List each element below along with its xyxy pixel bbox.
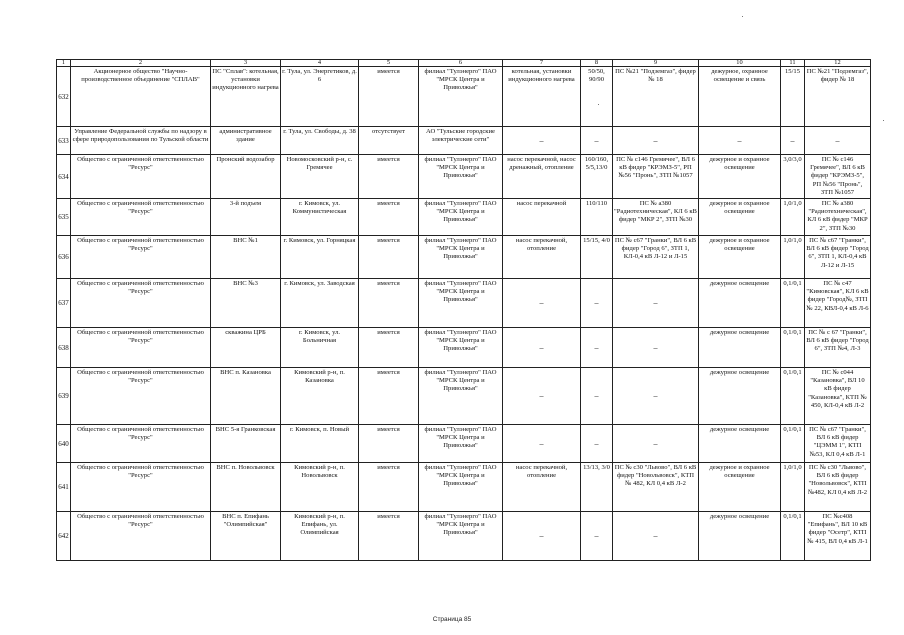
table-cell: дежурное, охранное освещение и связь xyxy=(699,67,781,127)
table-cell: 160/160, 5/5,13/0 xyxy=(581,155,613,199)
table-cell: Акционерное общество "Научно-производственное объединение "СПЛАВ" xyxy=(71,67,211,127)
header-row xyxy=(57,60,871,67)
table-row xyxy=(57,155,871,199)
row-number: 633 xyxy=(57,127,71,155)
table-cell: филиал "Тулэнерго" ПАО "МРСК Центра и Приволжья" xyxy=(419,155,503,199)
column-number: 11 xyxy=(781,60,805,67)
table-cell: г. Кимовск, ул. Заводская xyxy=(281,279,359,328)
table-cell: Общество с ограниченной ответственностью "Ресурс" xyxy=(71,328,211,368)
table-cell: Общество с ограниченной ответственностью "Ресурс" xyxy=(71,155,211,199)
table-cell: – xyxy=(805,127,871,155)
table-cell: ВНС п. Новольвовск xyxy=(211,463,281,512)
table-cell: – xyxy=(581,328,613,368)
table-cell: – xyxy=(613,127,699,155)
table-cell: 15/15 xyxy=(781,67,805,127)
table-cell: филиал "Тулэнерго" ПАО "МРСК Центра и Приволжья" xyxy=(419,512,503,561)
scan-speck xyxy=(742,16,743,17)
column-number: 5 xyxy=(359,60,419,67)
table-cell: Кимовский р-н, п. Епифань, ул. Олимпийская xyxy=(281,512,359,561)
table-cell: дежурное освещение xyxy=(699,328,781,368)
table-cell: 13/13, 3/0 xyxy=(581,463,613,512)
table-cell: дежурное и охранное освещение xyxy=(699,236,781,279)
table-cell: ПС №21 "Подземгаз", фидер № 18 xyxy=(805,67,871,127)
table-cell: ПС № с47 "Кимовская", КЛ 6 кВ фидер "Город№, ЗТП № 22, КВЛ-0,4 кВ Л-6 xyxy=(805,279,871,328)
page-number: Страница 85 xyxy=(432,616,472,623)
table-cell: – xyxy=(503,328,581,368)
table-cell: ВНС п. Епифань "Олимпийская" xyxy=(211,512,281,561)
table-cell: – xyxy=(581,279,613,328)
table-cell: Пронский водозабор xyxy=(211,155,281,199)
table-row xyxy=(57,368,871,425)
table-cell: 0,1/0,1 xyxy=(781,425,805,463)
row-number: 635 xyxy=(57,199,71,236)
table-cell: имеется xyxy=(359,279,419,328)
table-row xyxy=(57,236,871,279)
column-number: 9 xyxy=(613,60,699,67)
table-cell: ПС №21 "Подземгаз", фидер № 18 xyxy=(613,67,699,127)
table-cell: ПС № с044 "Казановка", ВЛ 10 кВ фидер "Казановка", КТП № 450, КЛ-0,4 кВ Л-2 xyxy=(805,368,871,425)
table-cell: ПС № с67 "Гранки", ВЛ 6 кВ фидер "Город 6", ЗТП 1, КЛ-0,4 кВ Л-12 и Л-15 xyxy=(805,236,871,279)
row-number: 634 xyxy=(57,155,71,199)
table-cell: Общество с ограниченной ответственностью "Ресурс" xyxy=(71,199,211,236)
row-number: 639 xyxy=(57,368,71,425)
table-cell: – xyxy=(581,512,613,561)
table-cell: дежурное и охранное освещение xyxy=(699,155,781,199)
table-cell: Новомосковский р-н, с. Гремячее xyxy=(281,155,359,199)
table-cell: – xyxy=(503,368,581,425)
table-cell: ПС № с146 Гремячее", ВЛ 6 кВ фидер "КРЭМЗ-5", РП №56 "Пронь", ЗТП №1057 xyxy=(613,155,699,199)
table-cell: насос перекачной, отопление xyxy=(503,463,581,512)
table-cell: имеется xyxy=(359,425,419,463)
table-cell: Кимовский р-н, п. Казановка xyxy=(281,368,359,425)
row-number: 642 xyxy=(57,512,71,561)
table-cell: Кимовский р-н, п. Новольвовск xyxy=(281,463,359,512)
table-cell: 1,0/1,0 xyxy=(781,236,805,279)
table-cell: г. Кимовск, ул. Горняцкая xyxy=(281,236,359,279)
column-number: 3 xyxy=(211,60,281,67)
row-number: 637 xyxy=(57,279,71,328)
table-cell: насос перекачной, насос дренажный, отопление xyxy=(503,155,581,199)
column-number: 7 xyxy=(503,60,581,67)
table-cell: Общество с ограниченной ответственностью "Ресурс" xyxy=(71,279,211,328)
table-cell: насос перекачной xyxy=(503,199,581,236)
column-number: 1 xyxy=(57,60,71,67)
table-row xyxy=(57,199,871,236)
row-number: 641 xyxy=(57,463,71,512)
table-cell: имеется xyxy=(359,512,419,561)
table-cell: дежурное освещение xyxy=(699,279,781,328)
table-cell: филиал "Тулэнерго" ПАО "МРСК Центра и Приволжья" xyxy=(419,368,503,425)
table-cell: дежурное и охранное освещение xyxy=(699,463,781,512)
table-row xyxy=(57,127,871,155)
column-number: 12 xyxy=(805,60,871,67)
table-cell: – xyxy=(503,127,581,155)
table-cell: ПС № а380 "Радиотехническая", КЛ 6 кВ фидер "МКР 2", ЗТП №30 xyxy=(805,199,871,236)
table-cell: ПС № с30 "Львово", ВЛ 6 кВ фидер "Новольвовск", КТП №482, КЛ 0,4 кВ Л-2 xyxy=(805,463,871,512)
table-cell: 1,0/1,0 xyxy=(781,199,805,236)
table-cell: филиал "Тулэнерго" ПАО "МРСК Центра и Приволжья" xyxy=(419,463,503,512)
table-cell: филиал "Тулэнерго" ПАО "МРСК Центра и Приволжья" xyxy=(419,425,503,463)
table-cell: имеется xyxy=(359,155,419,199)
table-row xyxy=(57,279,871,328)
table-cell: отсутствует xyxy=(359,127,419,155)
table-cell: ВНС №3 xyxy=(211,279,281,328)
row-number: 638 xyxy=(57,328,71,368)
table-cell: 0,1/0,1 xyxy=(781,279,805,328)
table-cell: ПС "Сплав": котельная, установки индукционного нагрева xyxy=(211,67,281,127)
table-cell: имеется xyxy=(359,67,419,127)
table-body xyxy=(57,60,871,561)
row-number: 632 xyxy=(57,67,71,127)
table-cell: – xyxy=(613,368,699,425)
table-cell: Общество с ограниченной ответственностью "Ресурс" xyxy=(71,236,211,279)
table-cell: – xyxy=(781,127,805,155)
table-cell: – xyxy=(503,512,581,561)
table-row xyxy=(57,512,871,561)
table-cell: ВНС №1 xyxy=(211,236,281,279)
table-cell: ПС № с30 "Львово", ВЛ 6 кВ фидер "Новольвовск", КТП № 482, КЛ 0,4 кВ Л-2 xyxy=(613,463,699,512)
column-number: 4 xyxy=(281,60,359,67)
table-cell: 0,1/0,1 xyxy=(781,328,805,368)
table-cell: – xyxy=(613,425,699,463)
table-cell: – xyxy=(503,425,581,463)
table-cell: административное здание xyxy=(211,127,281,155)
table-cell: дежурное освещение xyxy=(699,512,781,561)
table-cell: имеется xyxy=(359,368,419,425)
table-cell: 15/15, 4/0 xyxy=(581,236,613,279)
table-cell: Общество с ограниченной ответственностью "Ресурс" xyxy=(71,463,211,512)
table-cell: 3,0/3,0 xyxy=(781,155,805,199)
table-cell: филиал "Тулэнерго" ПАО "МРСК Центра и Приволжья" xyxy=(419,236,503,279)
table-cell: ПС №с408 "Епифань", ВЛ 10 кВ фидер "Осетр", КТП № 415, ВЛ 0,4 кВ Л-1 xyxy=(805,512,871,561)
table-cell: скважина ЦРБ xyxy=(211,328,281,368)
table-cell: имеется xyxy=(359,236,419,279)
table-cell: ПС № с146 Гремячее", ВЛ 6 кВ фидер "КРЭМЗ-5", РП №56 "Пронь", ЗТП №1057 xyxy=(805,155,871,199)
table-cell: Управление Федеральной службы по надзору в сфере природопользования по Тульской области xyxy=(71,127,211,155)
table-cell: 110/110 xyxy=(581,199,613,236)
table-cell: – xyxy=(699,127,781,155)
table-cell: филиал "Тулэнерго" ПАО "МРСК Центра и Приволжья" xyxy=(419,279,503,328)
data-table xyxy=(56,59,871,561)
table-cell: филиал "Тулэнерго" ПАО "МРСК Центра и Приволжья" xyxy=(419,67,503,127)
table-cell: филиал "Тулэнерго" ПАО "МРСК Центра и Приволжья" xyxy=(419,199,503,236)
column-number: 6 xyxy=(419,60,503,67)
column-number: 8 xyxy=(581,60,613,67)
table-cell: Общество с ограниченной ответственностью "Ресурс" xyxy=(71,512,211,561)
table-cell: ВНС п. Казановка xyxy=(211,368,281,425)
table-cell: г. Кимовск, ул. Больничная xyxy=(281,328,359,368)
table-cell: дежурное и охранное освещение xyxy=(699,199,781,236)
table-row xyxy=(57,67,871,127)
column-number: 10 xyxy=(699,60,781,67)
table-cell: имеется xyxy=(359,463,419,512)
row-number: 640 xyxy=(57,425,71,463)
table-row xyxy=(57,328,871,368)
table-cell: ПС № с 67 "Гранки", ВЛ 6 кВ фидер "Город 6", ЗТП №4, Л-3 xyxy=(805,328,871,368)
table-cell: Общество с ограниченной ответственностью "Ресурс" xyxy=(71,425,211,463)
table-cell: 0,1/0,1 xyxy=(781,512,805,561)
table-cell: 50/50, 90/90 xyxy=(581,67,613,127)
table-cell: – xyxy=(581,127,613,155)
table-cell: г. Кимовск, п. Новый xyxy=(281,425,359,463)
table-cell: ПС № с67 "Гранки", ВЛ 6 кВ фидер "ЦЭММ 1", КТП №53, КЛ 0,4 кВ Л-1 xyxy=(805,425,871,463)
column-number: 2 xyxy=(71,60,211,67)
table-cell: АО "Тульские городские электрические сети" xyxy=(419,127,503,155)
table-cell: 3-й подъем xyxy=(211,199,281,236)
table-cell: ВНС 5-я Гранковская xyxy=(211,425,281,463)
table-cell: – xyxy=(581,425,613,463)
table-cell: – xyxy=(613,279,699,328)
table-cell: филиал "Тулэнерго" ПАО "МРСК Центра и Приволжья" xyxy=(419,328,503,368)
scan-speck xyxy=(883,120,884,121)
table-cell: дежурное освещение xyxy=(699,368,781,425)
table-cell: – xyxy=(613,512,699,561)
table-cell: г. Тула, ул. Свободы, д. 38 xyxy=(281,127,359,155)
table-cell: – xyxy=(581,368,613,425)
table-cell: 0,1/0,1 xyxy=(781,368,805,425)
table-cell: – xyxy=(613,328,699,368)
table-cell: насос перекачной, отопление xyxy=(503,236,581,279)
table-row xyxy=(57,463,871,512)
table-row xyxy=(57,425,871,463)
table-cell: ПС № а380 "Радиотехническая", КЛ 6 кВ фидер "МКР 2", ЗТП №30 xyxy=(613,199,699,236)
table-cell: 1,0/1,0 xyxy=(781,463,805,512)
table-cell: – xyxy=(503,279,581,328)
table-cell: имеется xyxy=(359,328,419,368)
table-cell: котельная, установки индукционного нагрева xyxy=(503,67,581,127)
table-cell: г. Тула, ул. Энергетиков, д. 6 xyxy=(281,67,359,127)
row-number: 636 xyxy=(57,236,71,279)
table-cell: ПС № с67 "Гранки", ВЛ 6 кВ фидер "Город 6", ЗТП 1, КЛ-0,4 кВ Л-12 и Л-15 xyxy=(613,236,699,279)
table-cell: г. Кимовск, ул. Коммунистическая xyxy=(281,199,359,236)
scan-speck xyxy=(598,104,599,105)
table-cell: Общество с ограниченной ответственностью "Ресурс" xyxy=(71,368,211,425)
table-cell: дежурное освещение xyxy=(699,425,781,463)
table-cell: имеется xyxy=(359,199,419,236)
